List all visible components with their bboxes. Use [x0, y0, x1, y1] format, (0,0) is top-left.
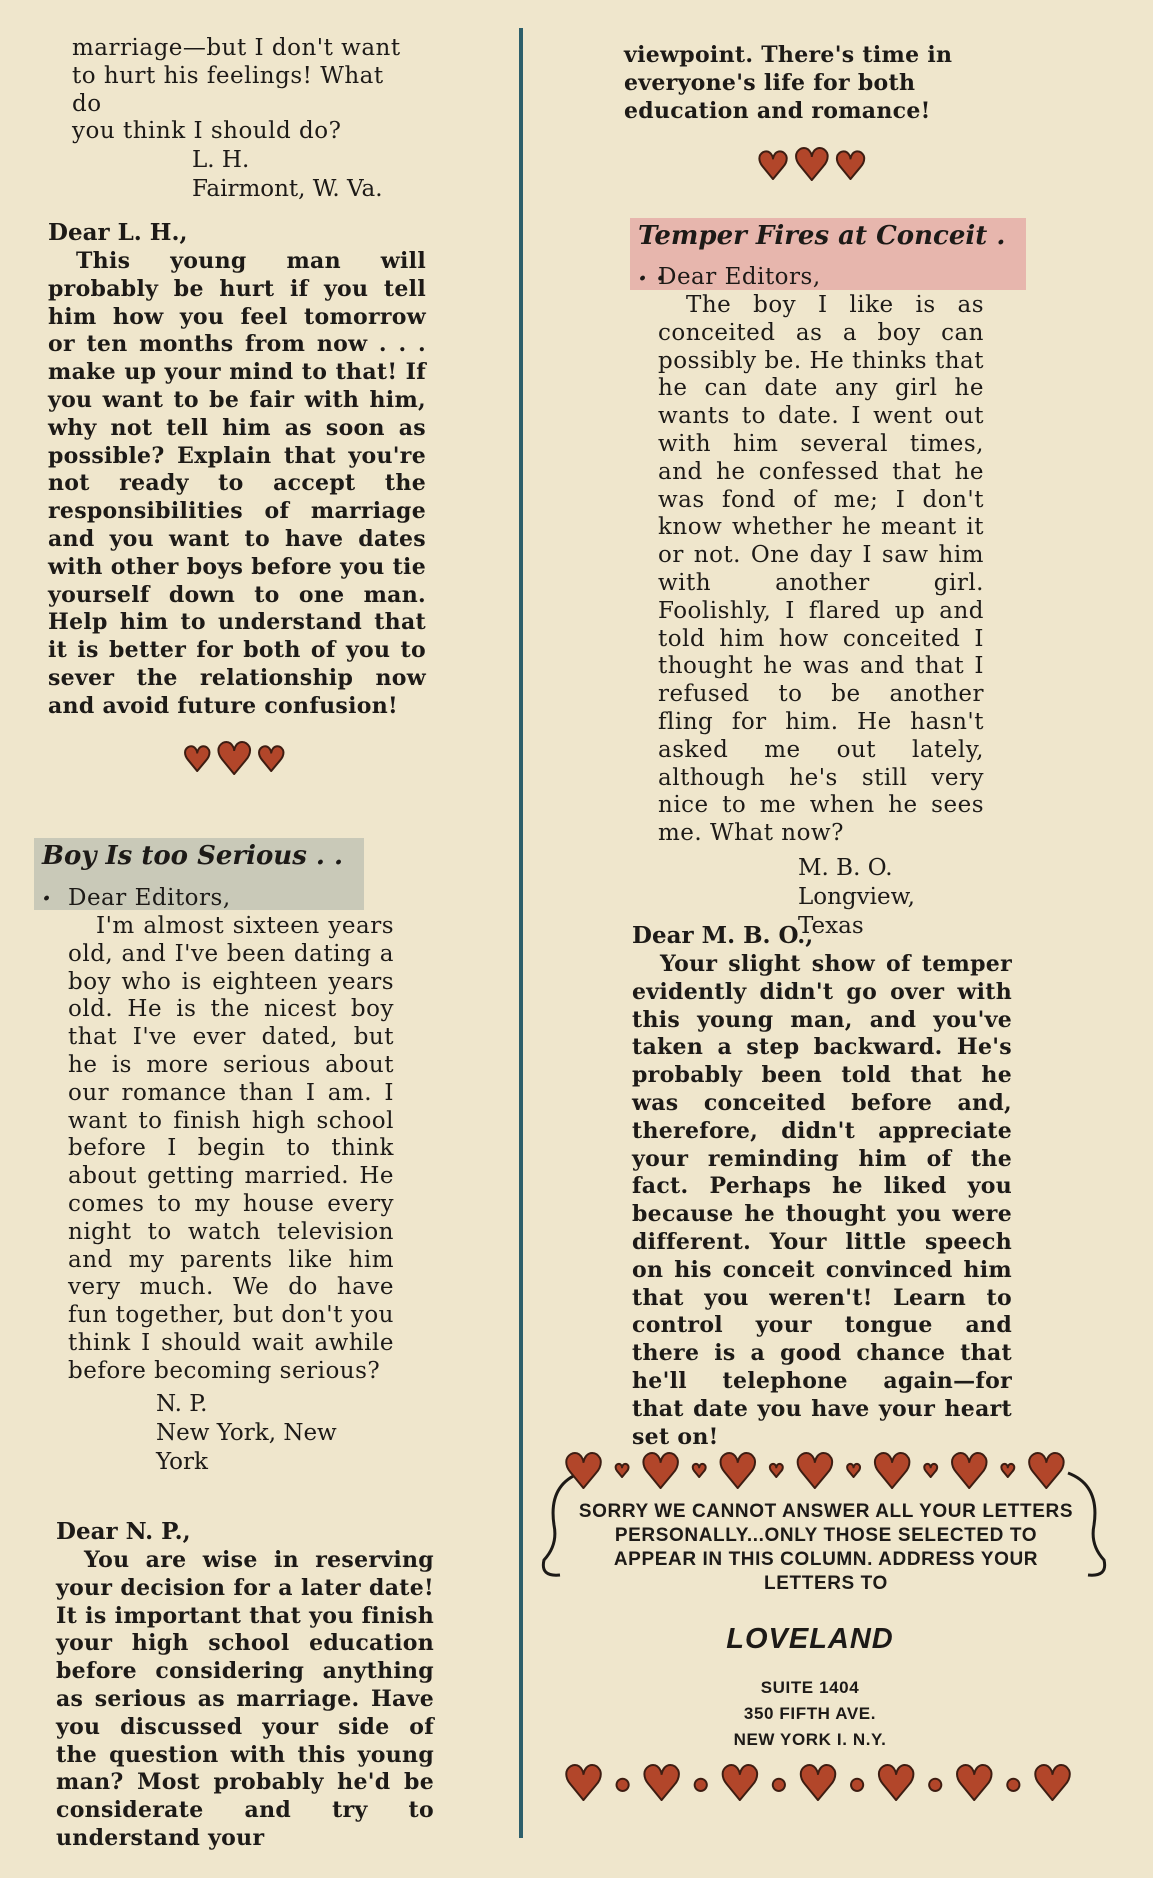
signature-location: Longview, Texas — [798, 883, 915, 939]
letter-heading: Temper Fires at Conceit . . . — [630, 218, 1026, 290]
notice-text — [560, 1500, 1092, 1596]
heart-icon: ♥ — [182, 740, 213, 780]
heart-icon: ♥ — [947, 1444, 991, 1500]
heart-icon: ♥ — [718, 1756, 762, 1812]
heart-icon: ♥ — [793, 1444, 837, 1500]
letter-salutation: Dear Editors, — [658, 264, 821, 290]
heart-icon: ♥ — [833, 144, 868, 188]
heart-icon: ♥ — [1024, 1444, 1068, 1500]
heart-icon: ● — [615, 1774, 630, 1793]
reply-body: Your slight show of temper evidently didn't go over with this young man, and you've taken a step backward. He's probably been told that he was conceited before and, therefore, didn't appreciate your reminding him of the fact. Perhaps he liked you because he thought you were different. Your little speech on his conceit convinced him that you weren't! Learn to control your tongue and there is a good chance that he'll telephone again—for that date you have your heart set on! — [632, 951, 1012, 1450]
hearts-garland-bottom — [562, 1756, 1074, 1812]
heart-icon: ♥ — [952, 1756, 996, 1812]
signature-location: Fairmont, W. Va. — [192, 176, 383, 203]
heart-icon: ♥ — [756, 144, 791, 188]
heart-icon: ♥ — [1030, 1756, 1074, 1812]
letter-body: I'm almost sixteen years old, and I've been dating a boy who is eighteen years old. He is the nicest boy that I've ever dated, but he is more serious about our romance than I am. I want to finish high school before I begin to think about getting married. He comes to my house every night to watch television and my parents like him very much. We do have fun together, but don't you think I should wait awhile before becoming serious? — [68, 913, 394, 1384]
reply-salutation: Dear M. B. O., — [632, 922, 814, 949]
heart-icon: ♥ — [845, 1461, 862, 1482]
heart-icon: ♥ — [792, 140, 832, 191]
heart-icon: ♥ — [614, 1461, 631, 1482]
address-line: NEW YORK I. N.Y. — [733, 1730, 887, 1749]
reply-body: You are wise in reserving your decision for a later date! It is important that you finish your high school education before considering anything as serious as marriage. Have you discussed your side of the question with this young man? Most probably he'd be considerate and try to understand your — [56, 1547, 434, 1851]
heart-icon: ♥ — [214, 734, 254, 785]
heart-icon: ♥ — [691, 1461, 708, 1482]
signature-initials: M. B. O. — [798, 854, 893, 881]
column-title-loveland: LOVELAND — [726, 1623, 894, 1655]
reply-continuation — [624, 42, 1002, 125]
heart-icon: ♥ — [870, 1444, 914, 1500]
reply-salutation: Dear L. H., — [48, 219, 188, 246]
letter-body: The boy I like is as conceited as a boy can possibly be. He thinks that he can date any girl he wants to date. I went out with him several times, and he confessed that he was fond of me; I don't know whether he meant it or not. One day I saw him with another girl. Foolishly, I flared up and told him how conceited I thought he was and that I refused to be another fling for him. He hasn't asked me out lately, although he's still very nice to me when he sees me. What now? — [658, 292, 984, 847]
hearts-divider — [182, 734, 287, 785]
letter-np — [68, 883, 394, 1477]
notice-line: PERSONALLY...ONLY THOSE SELECTED TO — [614, 1525, 1038, 1546]
heart-icon: ♥ — [640, 1756, 684, 1812]
heart-icon: ♥ — [768, 1461, 785, 1482]
heart-icon: ● — [1006, 1774, 1021, 1793]
reply-body: This young man will probably be hurt if you tell him how you feel tomorrow or ten months from now . . . make up your mind to that! If you want to be fair with him, why not tell him as soon as possible? Explain that you're not ready to accept the responsibilities of marriage and you want to have dates with other boys before you tie yourself down to one man. Help him to understand that it is better for both of you to sever the relationship now and avoid future confusion! — [48, 248, 426, 719]
heart-icon: ● — [771, 1774, 786, 1793]
notice-line: LETTERS TO — [764, 1573, 888, 1594]
notice-line: APPEAR IN THIS COLUMN. ADDRESS YOUR — [613, 1549, 1039, 1570]
heart-icon: ♥ — [562, 1444, 606, 1500]
heart-icon: ♥ — [255, 740, 287, 780]
heart-icon: ♥ — [562, 1756, 606, 1812]
heart-icon: ♥ — [999, 1461, 1016, 1482]
heart-icon: ♥ — [922, 1461, 939, 1482]
continuation-text: viewpoint. There's time in everyone's life for both education and romance! — [624, 42, 953, 124]
signature-location: New York, New York — [156, 1419, 337, 1475]
heart-icon: ♥ — [639, 1444, 683, 1500]
address-line: 350 FIFTH AVE. — [743, 1704, 877, 1723]
heart-icon: ● — [850, 1774, 865, 1793]
hearts-garland-top — [562, 1444, 1068, 1500]
letter-heading: Boy Is too Serious . . . — [34, 838, 364, 910]
intro-line: to hurt his feelings! What do — [72, 62, 384, 117]
heart-icon: ● — [928, 1774, 943, 1793]
heart-icon: ● — [693, 1774, 708, 1793]
address-line: SUITE 1404 — [760, 1678, 860, 1697]
intro-letter-end — [72, 35, 402, 204]
letter-salutation: Dear Editors, — [68, 885, 231, 911]
intro-line: you think I should do? — [72, 118, 342, 145]
notice-line: SORRY WE CANNOT ANSWER ALL YOUR LETTERS — [578, 1501, 1074, 1522]
reply-lh — [48, 218, 426, 721]
column-divider — [519, 28, 523, 1838]
reply-mbo — [632, 921, 1012, 1451]
signature-initials: N. P. — [156, 1390, 208, 1417]
hearts-divider — [756, 140, 868, 191]
heart-icon: ♥ — [796, 1756, 840, 1812]
reply-np — [56, 1517, 434, 1853]
intro-line: marriage—but I don't want — [72, 35, 401, 61]
heart-icon: ♥ — [874, 1756, 918, 1812]
letter-mbo — [658, 262, 984, 941]
heart-icon: ♥ — [716, 1444, 760, 1500]
reply-salutation: Dear N. P., — [56, 1518, 191, 1545]
mailing-address — [560, 1675, 1060, 1753]
signature-initials: L. H. — [192, 147, 250, 174]
